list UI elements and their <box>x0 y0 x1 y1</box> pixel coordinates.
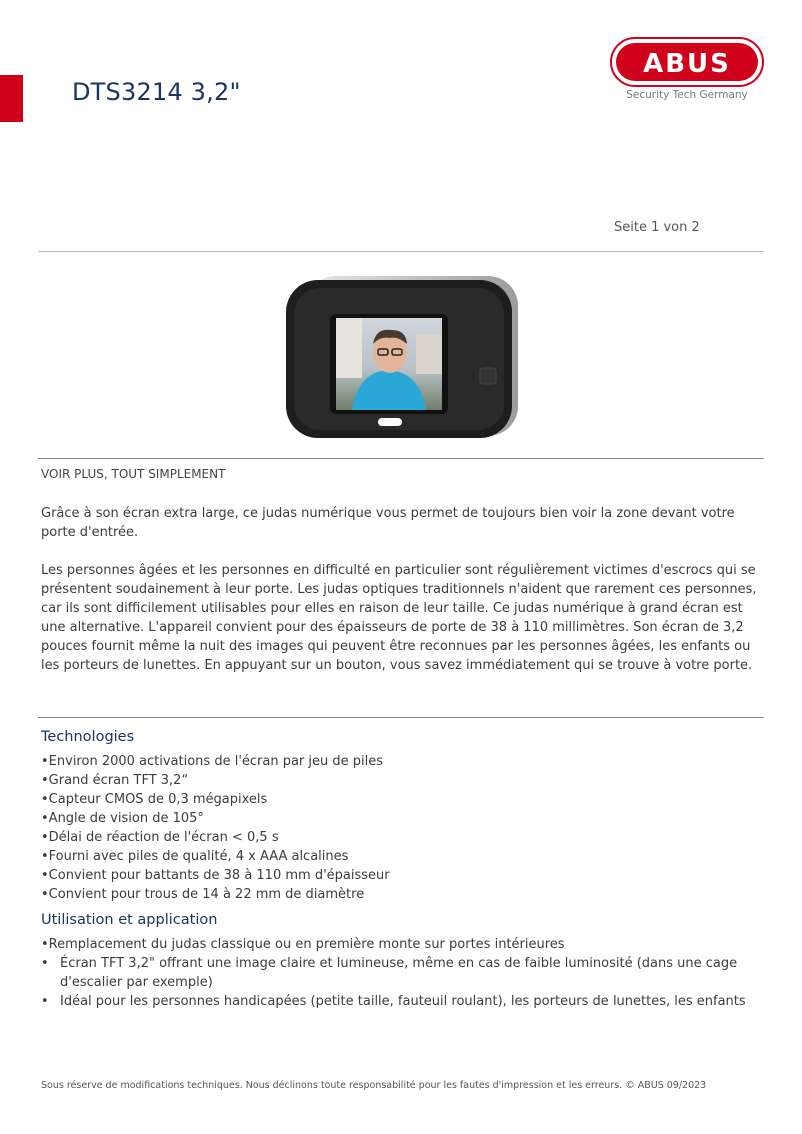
intro-paragraph: Grâce à son écran extra large, ce judas numérique vous permet de toujours bien voir la zone devant votre porte d'entrée. <box>41 506 735 540</box>
description-paragraph: Les personnes âgées et les personnes en difficulté en particulier sont régulièrement victimes d'escrocs qui se présentent soudainement à leur porte. Les judas optiques traditionnels n'aident que rarement ces personnes, car ils sont difficilement utilisables pour elles en raison de leur taille. Ce judas numérique à grand écran est une alternative. L'appareil convient pour des épaisseurs de porte de 38 à 110 millimètres. Son écran de 3,2 pouces fournit même la nuit des images qui peuvent être reconnues par les personnes âgées, les enfants ou les porteurs de lunettes. En appuyant sur un bouton, vous savez immédiatement qui se trouve à votre porte. <box>41 563 757 673</box>
technologies-heading: Technologies <box>41 729 135 745</box>
product-image <box>280 274 520 440</box>
list-item: • Capteur CMOS de 0,3 mégapixels <box>41 790 763 809</box>
list-item: • Environ 2000 activations de l'écran par jeu de piles <box>41 752 763 771</box>
list-item: • Grand écran TFT 3,2“ <box>41 771 763 790</box>
page-number: Seite 1 von 2 <box>614 220 700 235</box>
technologies-list <box>41 752 763 904</box>
logo-tagline: Security Tech Germany <box>626 89 748 101</box>
divider <box>38 458 764 459</box>
list-item: • Idéal pour les personnes handicapées (petite taille, fauteuil roulant), les porteurs de lunettes, les enfants <box>41 992 763 1011</box>
divider <box>38 251 764 252</box>
page-title: DTS3214 3,2" <box>72 78 241 106</box>
list-item: • Fourni avec piles de qualité, 4 x AAA alcalines <box>41 847 763 866</box>
list-item: • Délai de réaction de l'écran < 0,5 s <box>41 828 763 847</box>
list-item: • Convient pour trous de 14 à 22 mm de diamètre <box>41 885 763 904</box>
divider <box>38 717 764 718</box>
logo-wordmark: ABUS <box>643 49 731 79</box>
usage-list <box>41 935 763 1011</box>
list-item: • Remplacement du judas classique ou en première monte sur portes intérieures <box>41 935 763 954</box>
list-item: • Convient pour battants de 38 à 110 mm d'épaisseur <box>41 866 763 885</box>
brand-tab <box>0 75 23 122</box>
footer-disclaimer: Sous réserve de modifications techniques. Nous déclinons toute responsabilité pour les fautes d'impression et les erreurs. © ABUS 09/2023 <box>41 1080 707 1091</box>
list-item: • Angle de vision de 105° <box>41 809 763 828</box>
usage-heading: Utilisation et application <box>41 912 218 928</box>
section-label: VOIR PLUS, TOUT SIMPLEMENT <box>41 467 226 481</box>
list-item: • Écran TFT 3,2" offrant une image claire et lumineuse, même en cas de faible luminosité (dans une cage d'escalier par exemple) <box>41 954 763 992</box>
